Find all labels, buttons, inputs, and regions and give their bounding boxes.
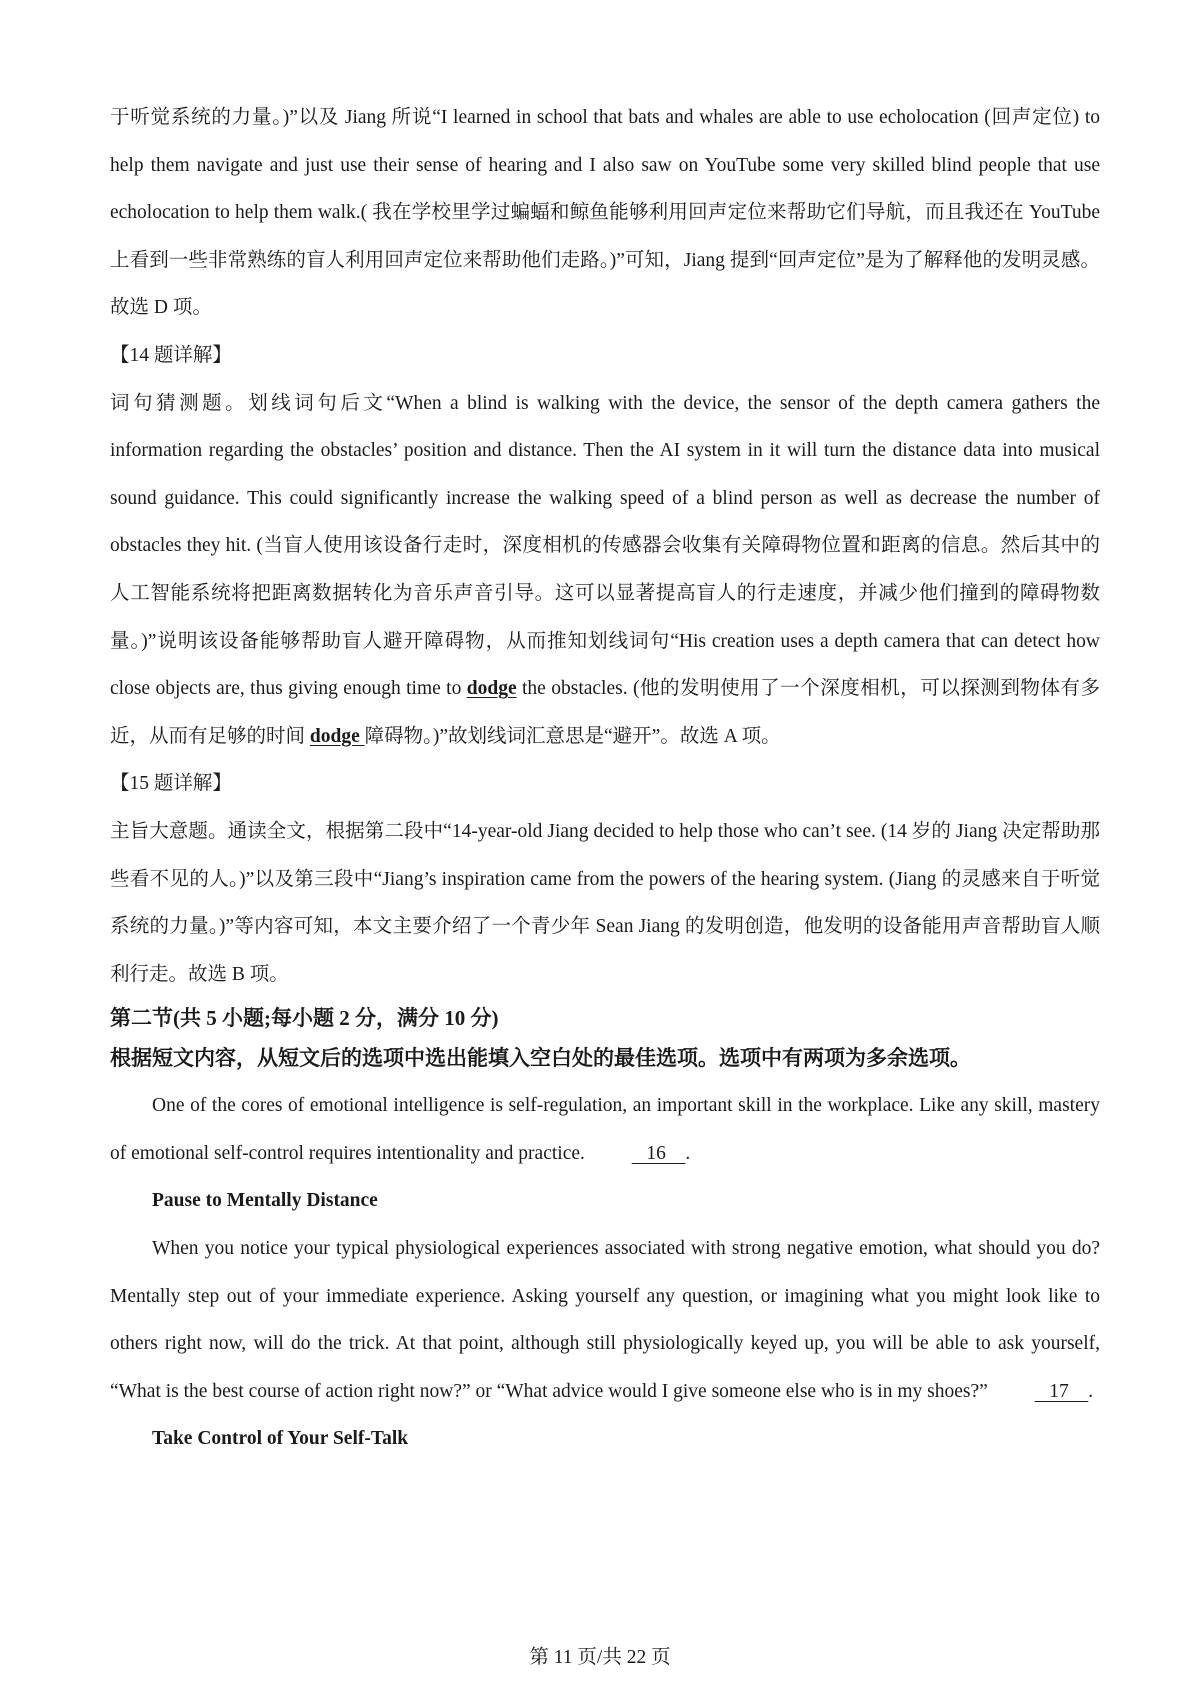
passage-paragraph-1: One of the cores of emotional intelligence is self-regulation, an important skill in the workplace. Like any skill, mastery of emotional self-control requires intentionality and practice. 16 . bbox=[110, 1082, 1100, 1177]
q14-text-part-c: 障碍物。)”故划线词汇意思是“避开”。故选 A 项。 bbox=[364, 725, 781, 747]
underlined-word-dodge: dodge bbox=[466, 678, 517, 700]
q13-explanation-continued: 于听觉系统的力量。)”以及 Jiang 所说“I learned in school that bats and whales are able to use echolocation (回声定位) to help them navigate and just use their sense of hearing and I also saw on YouTube some very skilled blind people that use echolocation to help them walk.( 我在学校里学过蝙蝠和鲸鱼能够利用回声定位来帮助它们导航，而且我还在 YouTube 上看到一些非常熟练的盲人利用回声定位来帮助他们走路。)”可知，Jiang 提到“回声定位”是为了解释他的发明灵感。故选 D 项。 bbox=[110, 107, 1100, 319]
blank-17: 17 bbox=[1034, 1380, 1089, 1402]
passage-heading-self-talk: Take Control of Your Self-Talk bbox=[152, 1428, 409, 1450]
page-footer: 第 11 页/共 22 页 bbox=[529, 1647, 671, 1668]
underlined-word-dodge-translation: dodge bbox=[309, 725, 365, 747]
passage-paragraph-2: When you notice your typical physiological experiences associated with strong negative emotion, what should you do? Mentally step out of your immediate experience. Asking yourself any question, or imagining what you might look like to others right now, will do the trick. At that point, although still physiologically keyed up, you will be able to ask yourself, “What is the best course of action right now?” or “What advice would I give someone else who is in my shoes?” 17 . bbox=[110, 1225, 1100, 1415]
passage-heading-pause: Pause to Mentally Distance bbox=[152, 1190, 378, 1212]
page-content bbox=[110, 94, 1100, 1463]
passage-paragraph-2-text: When you notice your typical physiological experiences associated with strong negative emotion, what should you do? Mentally step out of your immediate experience. Asking yourself any question, or imagining what you might look like to others right now, will do the trick. At that point, although still physiologically keyed up, you will be able to ask yourself, “What is the best course of action right now?” or “What advice would I give someone else who is in my shoes?” bbox=[110, 1238, 1100, 1402]
q15-explanation: 主旨大意题。通读全文，根据第二段中“14-year-old Jiang decided to help those who can’t see. (14 岁的 Jiang 决定帮助那些看不见的人。)”以及第三段中“Jiang’s inspiration came from the powers of the hearing system. (Jiang 的灵感来自于听觉系统的力量。)”等内容可知，本文主要介绍了一个青少年 Sean Jiang 的发明创造，他发明的设备能用声音帮助盲人顺利行走。故选 B 项。 bbox=[110, 820, 1100, 985]
blank-16: 16 bbox=[631, 1142, 686, 1164]
q14-text-part-b: the obstacles. (他的发明使用了一个深度相机，可以探测到物体有多近，从而有足够的时间 bbox=[110, 678, 1101, 747]
section-instruction: 根据短文内容，从短文后的选项中选出能填入空白处的最佳选项。选项中有两项为多余选项。 bbox=[110, 1046, 971, 1071]
q15-label: 【15 题详解】 bbox=[110, 773, 232, 795]
section-title: 第二节(共 5 小题;每小题 2 分，满分 10 分) bbox=[110, 1006, 499, 1031]
q14-text-part-a: 词句猜测题。划线词句后文“When a blind is walking with the device, the sensor of the depth camera gathers the information regarding the obstacles’ position and distance. Then the AI system in it will turn the distance data into musical sound guidance. This could significantly increase the walking speed of a blind person as well as decrease the number of obstacles they hit. (当盲人使用该设备行走时，深度相机的传感器会收集有关障碍物位置和距离的信息。然后其中的人工智能系统将把距离数据转化为音乐声音引导。这可以显著提高盲人的行走速度，并减少他们撞到的障碍物数量。)”说明该设备能够帮助盲人避开障碍物，从而推知划线词句“His creation uses a depth camera that can detect how close objects are, thus giving enough time to bbox=[110, 392, 1100, 700]
q14-label: 【14 题详解】 bbox=[110, 344, 232, 366]
passage-paragraph-1-text: One of the cores of emotional intelligence is self-regulation, an important skill in the workplace. Like any skill, mastery of emotional self-control requires intentionality and practice. bbox=[110, 1095, 1100, 1164]
q14-explanation bbox=[110, 380, 1100, 761]
